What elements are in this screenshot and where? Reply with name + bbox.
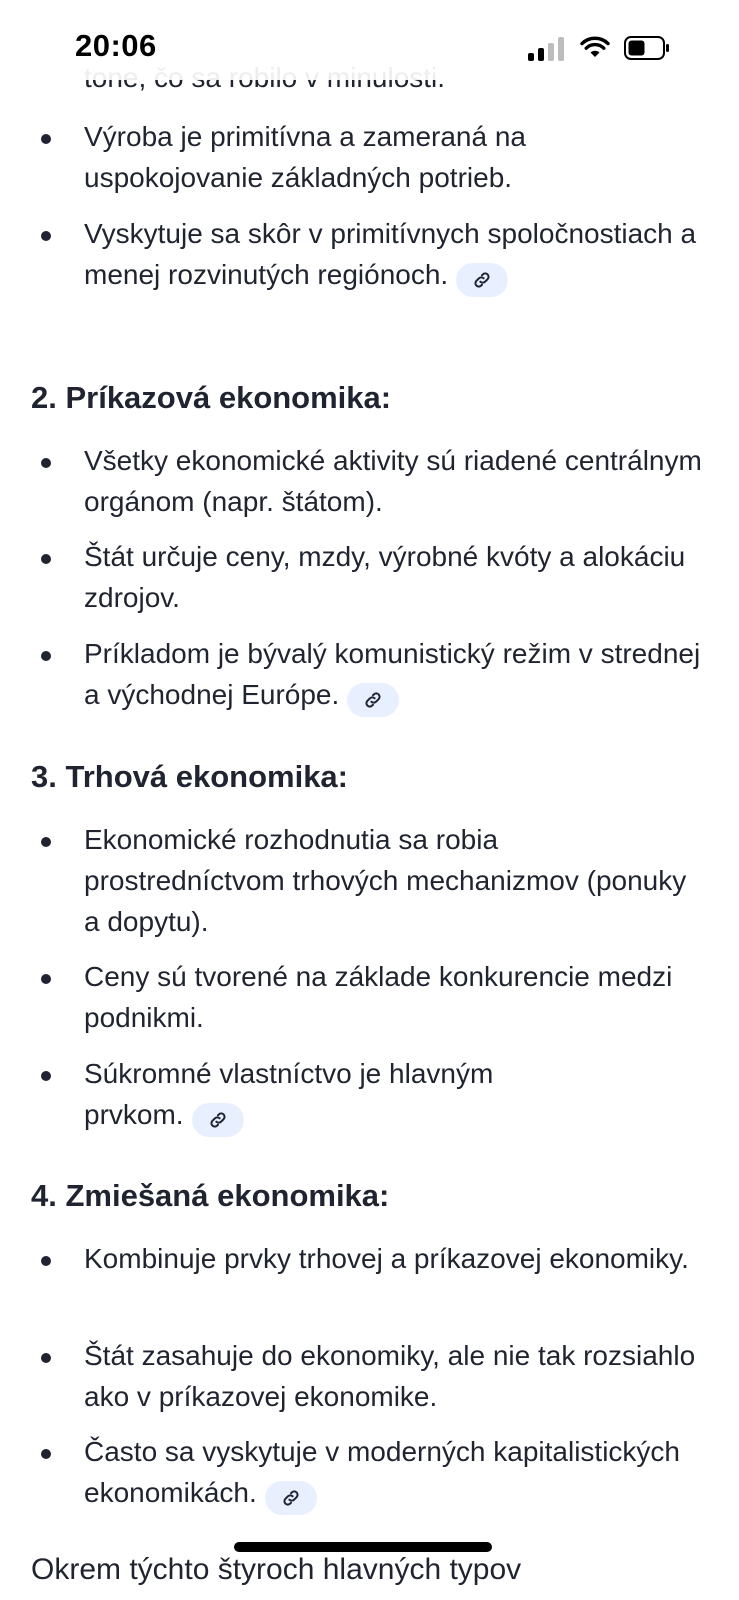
list-item-text: Všetky ekonomické aktivity sú riadené centrálnym orgánom (napr. štátom).	[84, 445, 702, 517]
bullet-dot	[41, 651, 51, 661]
source-link-chip[interactable]	[456, 263, 508, 297]
list-item	[84, 440, 704, 522]
list-item-text: Príkladom je bývalý komunistický režim v strednej a východnej Európe.	[84, 638, 701, 710]
section-heading: 2. Príkazová ekonomika:	[31, 380, 392, 415]
battery-icon	[624, 36, 670, 60]
list-item-text: Štát určuje ceny, mzdy, výrobné kvóty a alokáciu zdrojov.	[84, 541, 686, 613]
list-item-text: Výroba je primitívna a zameraná na uspokojovanie základných potrieb.	[84, 121, 526, 193]
wifi-icon	[580, 35, 610, 59]
link-icon	[472, 270, 492, 290]
bullet-dot	[41, 554, 51, 564]
list-item	[84, 1053, 534, 1137]
bullet-dot	[41, 458, 51, 468]
bullet-dot	[41, 231, 51, 241]
list-item-text: Kombinuje prvky trhovej a príkazovej ekonomiky.	[84, 1243, 689, 1274]
bullet-dot	[41, 837, 51, 847]
status-bar	[0, 0, 739, 80]
bullet-dot	[41, 1256, 51, 1266]
source-link-chip[interactable]	[192, 1103, 244, 1137]
section-heading: 4. Zmiešaná ekonomika:	[31, 1178, 390, 1213]
list-item-text: Ekonomické rozhodnutia sa robia prostredníctvom trhových mechanizmov (ponuky a dopytu).	[84, 824, 687, 937]
status-time: 20:06	[75, 28, 157, 63]
link-icon	[281, 1488, 301, 1508]
bullet-dot	[41, 1071, 51, 1081]
list-item	[84, 213, 704, 297]
link-icon	[208, 1110, 228, 1130]
list-item-text: Často sa vyskytuje v moderných kapitalistických ekonomikách.	[84, 1436, 680, 1508]
list-item-text: Štát zasahuje do ekonomiky, ale nie tak rozsiahlo ako v príkazovej ekonomike.	[84, 1340, 696, 1412]
list-item-text: Ceny sú tvorené na základe konkurencie medzi podnikmi.	[84, 961, 673, 1033]
list-item-text: Súkromné vlastníctvo je hlavným prvkom.	[84, 1058, 494, 1130]
link-icon	[363, 690, 383, 710]
list-item	[84, 819, 704, 942]
source-link-chip[interactable]	[347, 683, 399, 717]
source-link-chip[interactable]	[265, 1481, 317, 1515]
list-item-text: Vyskytuje sa skôr v primitívnych spoločnostiach a menej rozvinutých regiónoch.	[84, 218, 697, 290]
list-item	[84, 956, 704, 1038]
list-item	[84, 1238, 704, 1279]
bullet-dot	[41, 1353, 51, 1363]
cellular-signal-icon	[528, 37, 568, 61]
list-item	[84, 536, 704, 618]
list-item	[84, 1431, 704, 1515]
list-item	[84, 116, 704, 198]
list-item	[84, 633, 704, 717]
bullet-dot	[41, 134, 51, 144]
partial-text-bottom: Okrem týchto štyroch hlavných typov	[31, 1553, 522, 1586]
section-heading: 3. Trhová ekonomika:	[31, 759, 348, 794]
list-item	[84, 1335, 704, 1417]
home-indicator[interactable]	[234, 1542, 492, 1552]
bullet-dot	[41, 974, 51, 984]
bullet-dot	[41, 1449, 51, 1459]
